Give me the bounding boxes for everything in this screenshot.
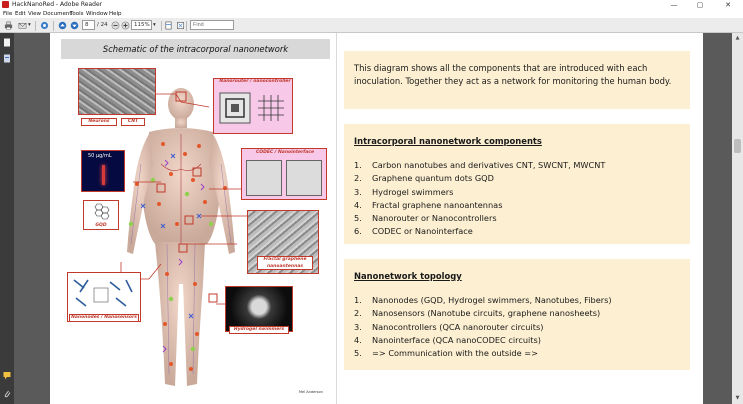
next-page-icon[interactable] <box>70 21 79 30</box>
chevron-down-icon[interactable]: ▾ <box>28 22 31 28</box>
menu-bar <box>0 10 743 18</box>
hexagon-lattice-icon <box>89 202 115 222</box>
components-list <box>354 159 680 239</box>
print-icon[interactable] <box>4 21 13 30</box>
adobe-reader-icon <box>2 1 9 8</box>
list-item: 4. Fractal graphene nanoantennas <box>354 199 503 210</box>
pdf-page <box>50 33 703 404</box>
intro-text: This diagram shows all the components that are introduced with each inoculation. Together they act as a network for monitoring the human body. <box>354 63 672 87</box>
zoom-select[interactable]: 115% <box>131 20 152 30</box>
toolbar-separator <box>161 21 162 31</box>
scroll-up-arrow[interactable]: ▲ <box>735 35 740 41</box>
minimize-button[interactable]: — <box>670 1 678 9</box>
vertical-scrollbar[interactable] <box>732 33 743 404</box>
pages-icon[interactable] <box>3 38 11 47</box>
gqd-fluorescence-photo <box>81 150 125 192</box>
menu-file[interactable]: File <box>3 11 13 17</box>
toolbar-separator <box>53 21 54 31</box>
label-nanorouter: Nanorouter / nanocontroller <box>219 79 291 84</box>
label-gqd: GQD <box>95 223 107 228</box>
neurons-cnt-photo <box>78 68 156 115</box>
gqd-lattice-image <box>83 200 119 230</box>
codec-chip-b <box>286 160 322 196</box>
zoom-out-icon[interactable] <box>111 21 120 30</box>
attachment-clip-icon[interactable] <box>3 389 11 398</box>
list-item: 2. Nanosensors (Nanotube circuits, graphene nanosheets) <box>354 308 601 319</box>
page-number-input[interactable]: 8 <box>82 20 95 30</box>
label-cnt: CNT <box>121 118 145 126</box>
nanosensor-rods-icon <box>70 276 138 310</box>
toolbar-separator <box>35 21 36 31</box>
label-hydrogel: Hydrogel swimmers <box>229 326 289 334</box>
toolbar-separator <box>186 21 187 31</box>
nanorouter-schematic-icon <box>254 91 288 125</box>
topology-box <box>344 259 690 370</box>
scrollbar-thumb[interactable] <box>734 139 741 153</box>
components-heading: Intracorporal nanonetwork components <box>354 136 542 146</box>
components-box <box>344 124 690 244</box>
collaborate-icon[interactable] <box>40 21 49 30</box>
codec-chip-a <box>246 160 282 196</box>
menu-view[interactable]: View <box>28 11 42 17</box>
zoom-in-icon[interactable] <box>121 21 130 30</box>
scroll-down-arrow[interactable]: ▼ <box>735 395 740 401</box>
menu-edit[interactable]: Edit <box>15 11 26 17</box>
schematic-title: Schematic of the intracorporal nanonetwork <box>61 39 330 59</box>
title-bar <box>0 0 743 10</box>
menu-window[interactable]: Window <box>86 11 108 17</box>
label-fractal: Fractal graphene nanoantennas <box>257 256 313 270</box>
list-item: 5. => Communication with the outside => <box>354 348 538 359</box>
list-item: 3. Hydrogel swimmers <box>354 186 454 197</box>
maximize-button[interactable]: ▢ <box>696 1 704 9</box>
chevron-down-icon[interactable]: ▾ <box>153 22 156 28</box>
credit-caption: Mel Anderson <box>299 390 323 394</box>
page-divider <box>336 33 337 404</box>
label-neurons: Neurons <box>81 118 117 126</box>
fluorescence-signal <box>102 165 105 185</box>
intro-box <box>344 51 690 109</box>
previous-page-icon[interactable] <box>58 21 67 30</box>
comments-icon[interactable] <box>3 371 11 380</box>
list-item: 6. CODEC or Nanointerface <box>354 226 473 237</box>
close-button[interactable]: ✕ <box>725 1 731 9</box>
menu-tools[interactable]: Tools <box>70 11 84 17</box>
page-total-label: / 24 <box>97 22 108 28</box>
menu-document[interactable]: Document <box>43 11 72 17</box>
list-item: 1. Carbon nanotubes and derivatives CNT, SWCNT, MWCNT <box>354 160 606 170</box>
concentration-label: 50 µg/mL <box>88 153 112 159</box>
find-input[interactable] <box>190 20 234 30</box>
schematic-figure <box>61 64 333 400</box>
list-item: 4. Nanointerface (QCA nanoCODEC circuits) <box>354 334 541 345</box>
list-item: 1. Nanonodes (GQD, Hydrogel swimmers, Nanotubes, Fibers) <box>354 295 612 305</box>
label-codec: CODEC / Nanointerface <box>256 150 314 155</box>
nanorouter-chip-icon <box>218 91 252 125</box>
navigation-panel <box>0 33 14 404</box>
list-item: 3. Nanocontrollers (QCA nanorouter circuits) <box>354 321 544 332</box>
menu-help[interactable]: Help <box>109 11 122 17</box>
window-title: HackNanoRed - Adobe Reader <box>12 1 103 8</box>
fit-page-icon[interactable] <box>164 21 173 30</box>
attachments-icon[interactable] <box>3 54 11 63</box>
list-item: 2. Graphene quantum dots GQD <box>354 173 494 184</box>
full-screen-icon[interactable] <box>176 21 185 30</box>
toolbar <box>0 18 743 33</box>
topology-list <box>354 294 680 360</box>
email-icon[interactable] <box>18 21 27 30</box>
list-item: 5. Nanorouter or Nanocontrollers <box>354 213 497 224</box>
topology-heading: Nanonetwork topology <box>354 271 462 281</box>
label-nanonodes: Nanonodes / Nanosensors <box>69 314 139 322</box>
